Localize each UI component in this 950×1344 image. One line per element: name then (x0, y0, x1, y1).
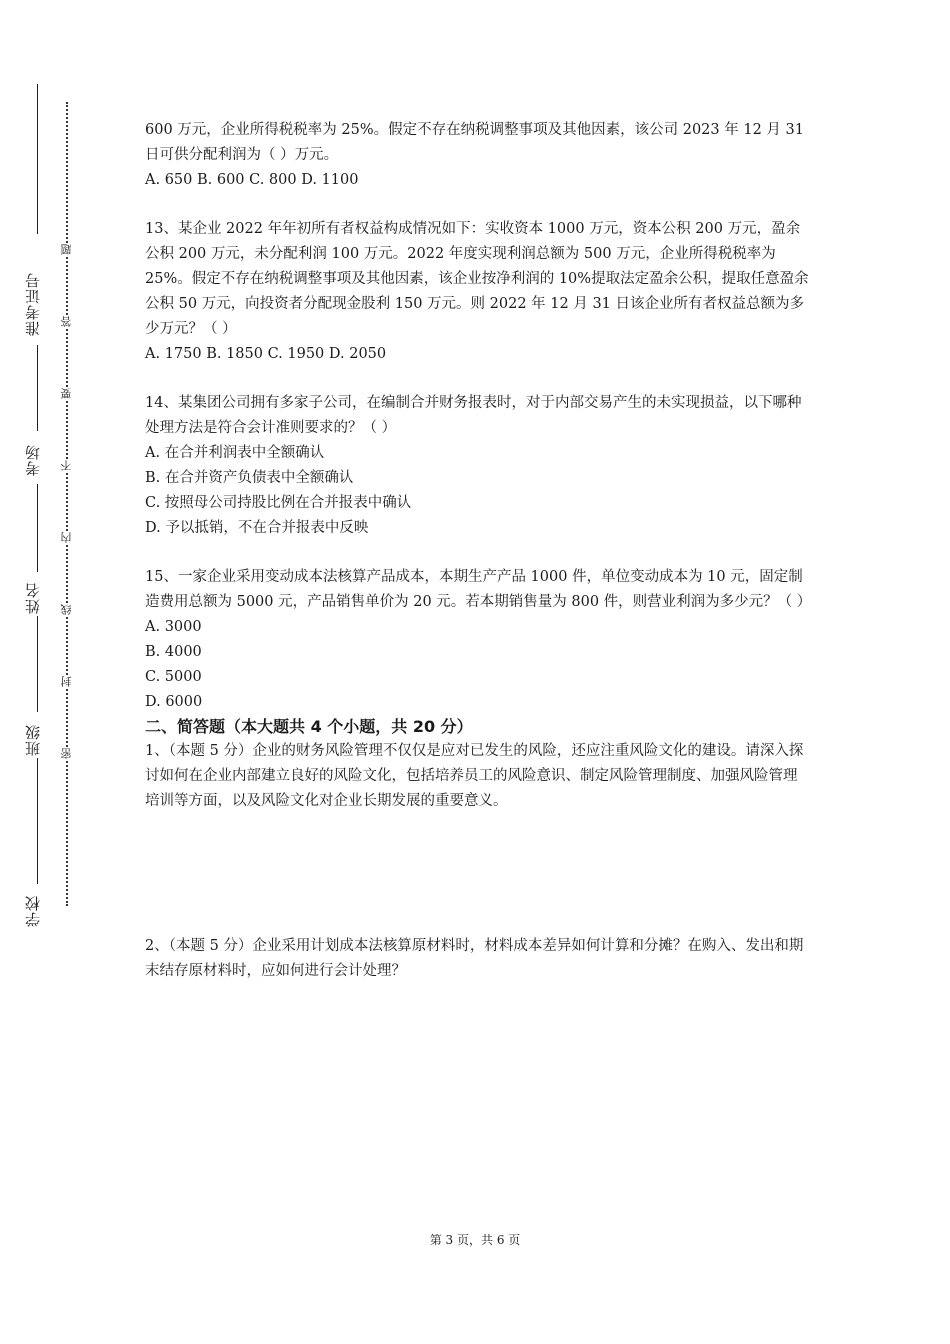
option-a: A. 在合并利润表中全额确认 (145, 445, 325, 461)
option-a: A. 3000 (145, 619, 202, 635)
label-class: 班级 (24, 724, 42, 756)
seal-char: 题 (60, 244, 73, 255)
seal-char: 内 (60, 532, 73, 543)
question-text: 13、某企业 2022 年年初所有者权益构成情况如下：实收资本 1000 万元，资本公积 200 万元，盈余公积 200 万元，未分配利润 100 万元。2022 年度实现利润总额为 500 万元，企业所得税税率为 25%。假定不存在纳税调整事项及其他因素，该企业按净利润的 10%提取法定盈余公积，提取任意盈余公积 50 万元，向投资者分配现金股利 150 万元。则 2022 年 12 月 31 日该企业所有者权益总额为多少万元？（ ） (145, 221, 809, 337)
option-b: B. 在合并资产负债表中全额确认 (145, 470, 354, 486)
label-name: 姓名 (24, 582, 42, 614)
seal-char: 封 (60, 676, 73, 687)
label-school: 学校 (24, 895, 42, 927)
short-answer-question-1: 1、（本题 5 分）企业的财务风险管理不仅仅是应对已发生的风险，还应注重风险文化的建设。请深入探讨如何在企业内部建立良好的风险文化，包括培养员工的风险意识、制定风险管理制度、加强风险管理培训等方面，以及风险文化对企业长期发展的重要意义。 (145, 743, 804, 809)
question-15 (145, 565, 810, 715)
question-options: A. 1750 B. 1850 C. 1950 D. 2050 (145, 346, 387, 362)
option-d: D. 6000 (145, 694, 203, 710)
option-c: C. 按照母公司持股比例在合并报表中确认 (145, 495, 412, 511)
answer-space (145, 814, 810, 934)
label-exam-room: 考场 (24, 444, 42, 476)
label-exam-number: 准考证号 (24, 272, 42, 336)
question-text: 14、某集团公司拥有多家子公司，在编制合并财务报表时，对于内部交易产生的未实现损益，以下哪种处理方法是符合会计准则要求的？（ ） (145, 395, 802, 436)
question-options: A. 650 B. 600 C. 800 D. 1100 (145, 172, 359, 188)
question-12-continued (145, 118, 810, 193)
seal-dotted-line (66, 102, 68, 906)
seal-char: 线 (60, 604, 73, 615)
field-line-exam-number (37, 84, 38, 234)
seal-char: 要 (60, 388, 73, 399)
seal-char: 不 (60, 460, 73, 471)
option-d: D. 予以抵销，不在合并报表中反映 (145, 520, 369, 536)
question-text: 15、一家企业采用变动成本法核算产品成本，本期生产产品 1000 件，单位变动成本为 10 元，固定制造费用总额为 5000 元，产品销售单价为 20 元。若本期销售量为 800 件，则营业利润为多少元？（ ） (145, 569, 812, 610)
field-line-class (37, 616, 38, 712)
question-text: 600 万元，企业所得税税率为 25%。假定不存在纳税调整事项及其他因素，该公司 2023 年 12 月 31 日可供分配利润为（ ）万元。 (145, 122, 804, 163)
short-answer-question-2: 2、（本题 5 分）企业采用计划成本法核算原材料时，材料成本差异如何计算和分摊？在购入、发出和期末结存原材料时，应如何进行会计处理？ (145, 938, 804, 979)
question-14 (145, 391, 810, 541)
section-title-short-answer: 二、简答题（本大题共 4 个小题，共 20 分） (145, 717, 473, 736)
seal-char: 答 (60, 316, 73, 327)
field-line-name (37, 484, 38, 572)
exam-content (145, 118, 810, 984)
seal-char: 密 (60, 748, 73, 759)
option-b: B. 4000 (145, 644, 202, 660)
field-line-school (37, 758, 38, 884)
field-line-exam-room (37, 345, 38, 431)
question-13 (145, 217, 810, 367)
option-c: C. 5000 (145, 669, 202, 685)
page-footer: 第 3 页，共 6 页 (429, 1233, 521, 1247)
